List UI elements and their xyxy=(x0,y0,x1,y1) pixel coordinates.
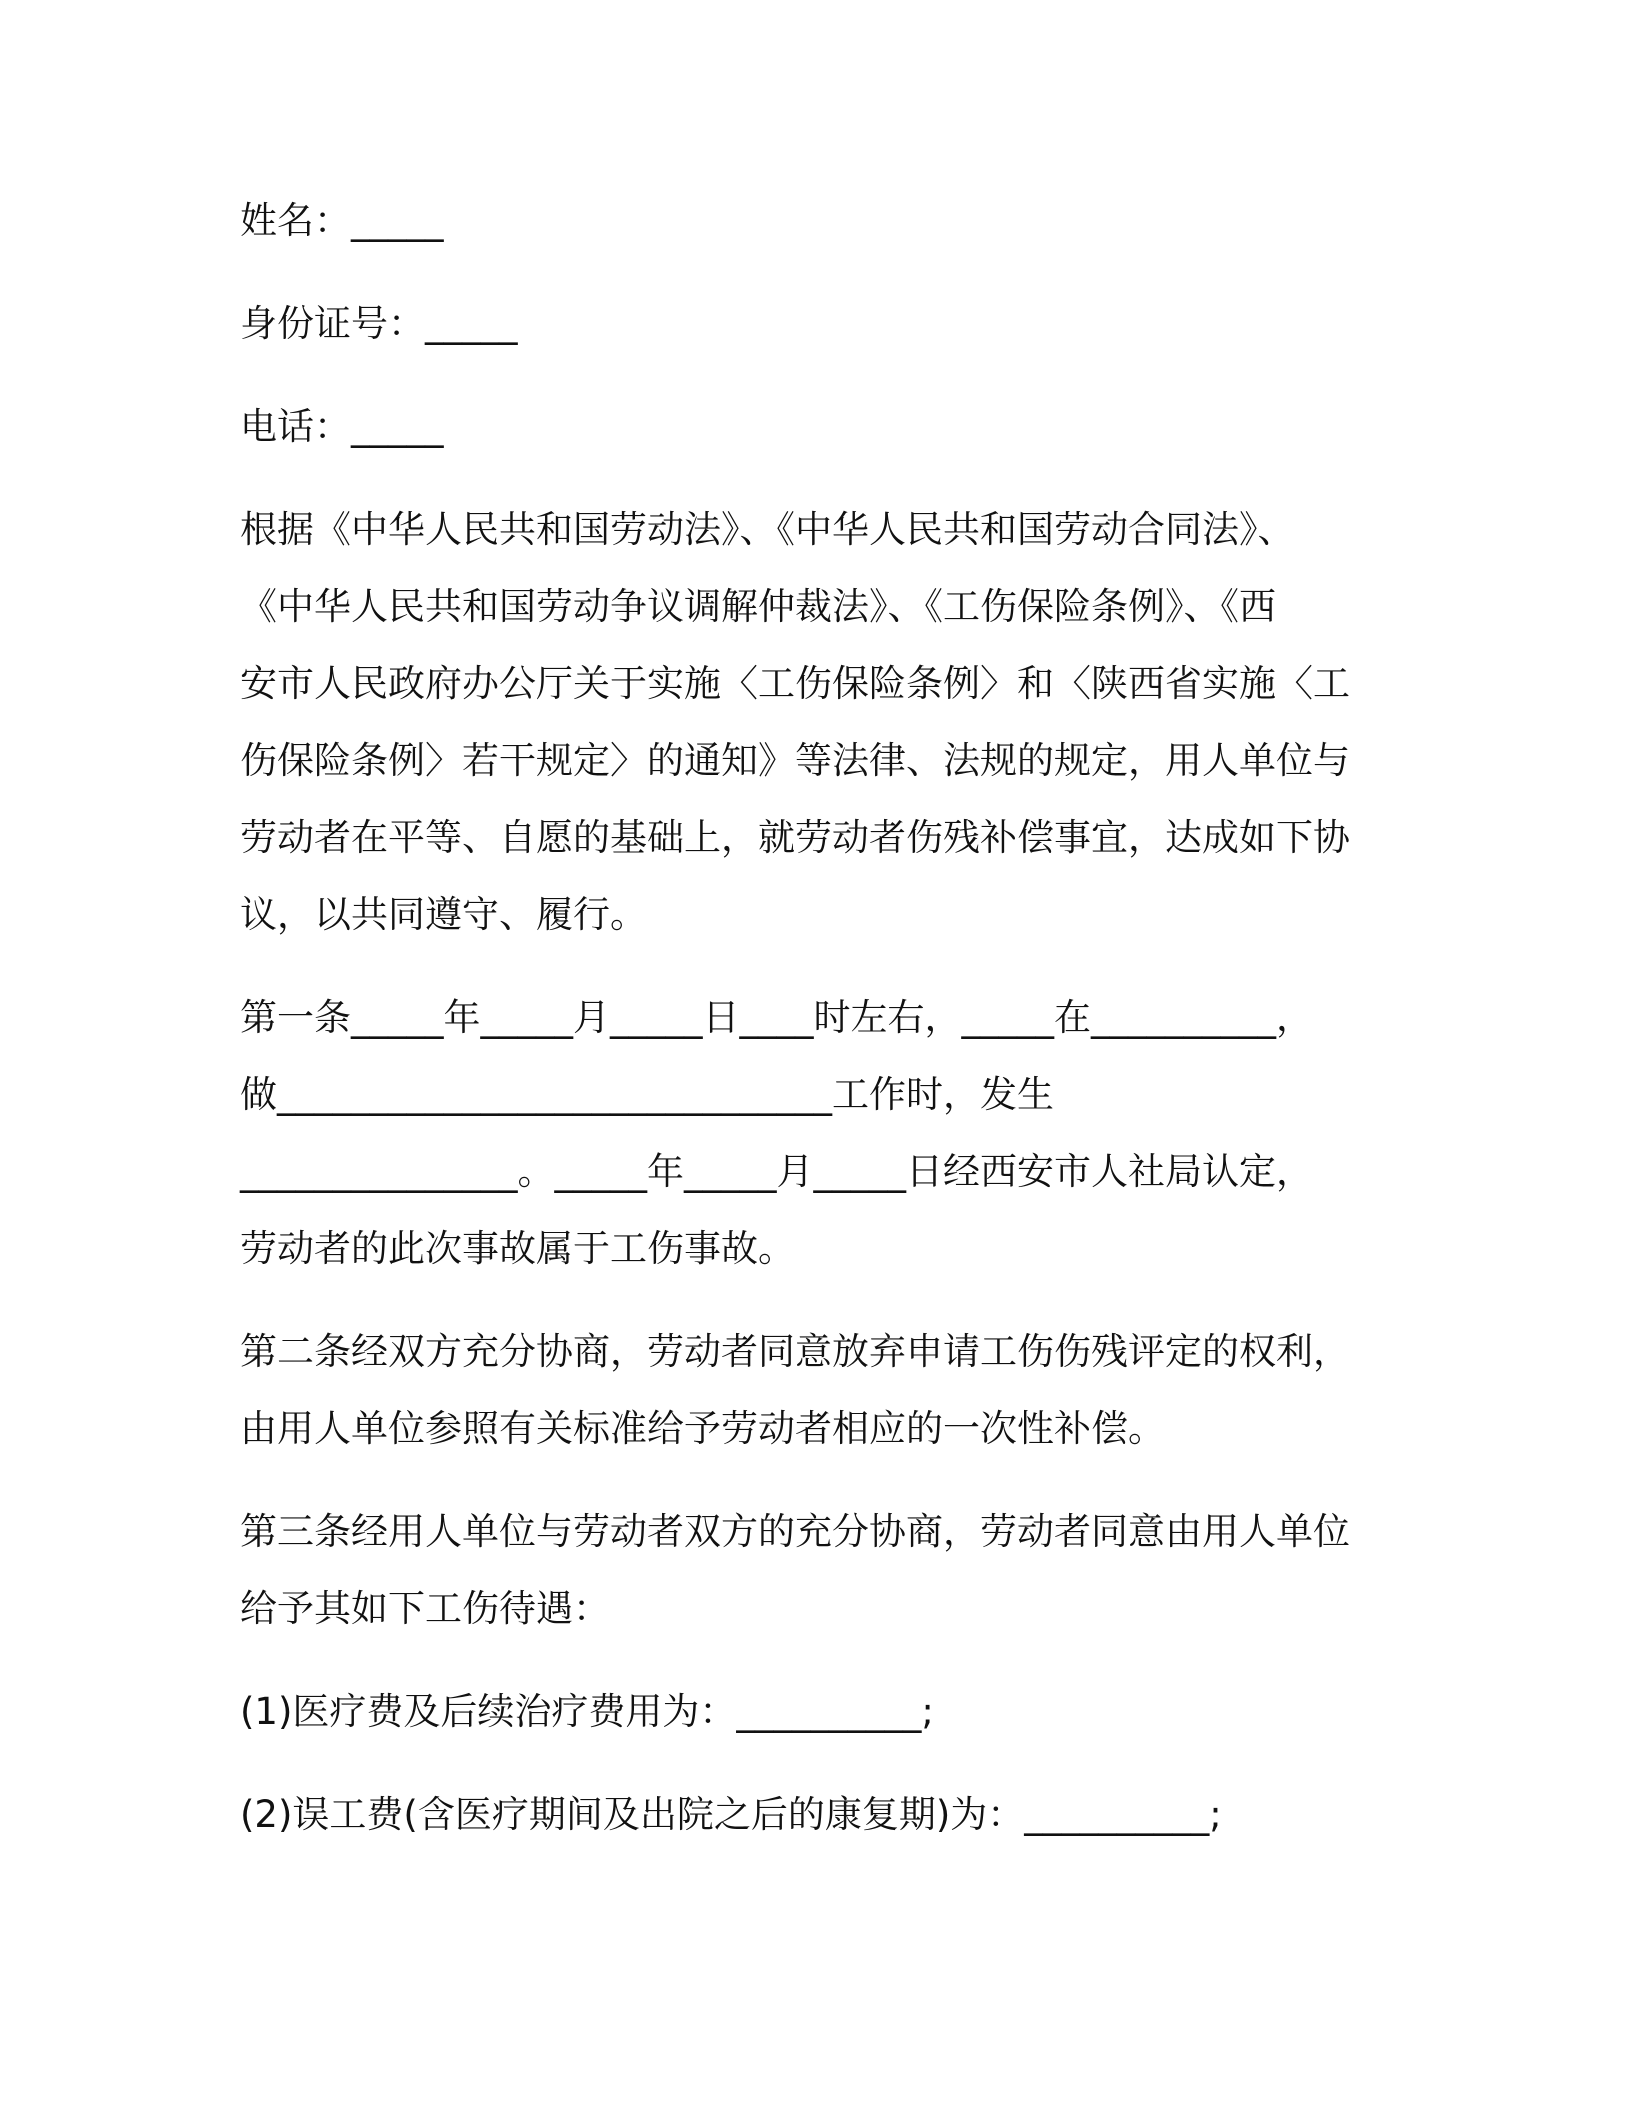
document-body xyxy=(240,182,1390,1853)
item-1: (1)医疗费及后续治疗费用为：__________; xyxy=(240,1690,934,1733)
article-3-line: 第三条经用人单位与劳动者双方的充分协商，劳动者同意由用人单位 xyxy=(240,1510,1350,1553)
preamble-paragraph xyxy=(240,491,1390,953)
article-2-line: 第二条经双方充分协商，劳动者同意放弃申请工伤伤残评定的权利， xyxy=(240,1330,1350,1373)
article-1-line: 劳动者的此次事故属于工伤事故。 xyxy=(240,1227,795,1270)
article-3-paragraph xyxy=(240,1493,1390,1647)
article-1-line: _______________。_____年_____月_____日经西安市人社局认定， xyxy=(240,1150,1313,1193)
article-3-line: 给予其如下工伤待遇： xyxy=(240,1587,610,1630)
preamble-line: 根据《中华人民共和国劳动法》、《中华人民共和国劳动合同法》、 xyxy=(240,508,1295,551)
preamble-line: 议，以共同遵守、履行。 xyxy=(240,893,647,936)
preamble-line: 劳动者在平等、自愿的基础上，就劳动者伤残补偿事宜，达成如下协 xyxy=(240,816,1350,859)
name-field: 姓名：_____ xyxy=(240,199,444,242)
article-2-line: 由用人单位参照有关标准给予劳动者相应的一次性补偿。 xyxy=(240,1407,1165,1450)
preamble-line: 《中华人民共和国劳动争议调解仲裁法》、《工伤保险条例》、《西 xyxy=(240,585,1276,628)
article-2-paragraph xyxy=(240,1313,1390,1467)
id-number-field: 身份证号：_____ xyxy=(240,302,518,345)
item-2: (2)误工费(含医疗期间及出院之后的康复期)为：__________; xyxy=(240,1793,1222,1836)
article-1-line: 第一条_____年_____月_____日____时左右，_____在__________， xyxy=(240,996,1313,1039)
preamble-line: 安市人民政府办公厅关于实施〈工伤保险条例〉和〈陕西省实施〈工 xyxy=(240,662,1350,705)
preamble-line: 伤保险条例〉若干规定〉的通知》等法律、法规的规定，用人单位与 xyxy=(240,739,1350,782)
article-1-line: 做______________________________工作时，发生 xyxy=(240,1073,1054,1116)
article-1-paragraph xyxy=(240,979,1390,1287)
phone-field: 电话：_____ xyxy=(240,405,444,448)
